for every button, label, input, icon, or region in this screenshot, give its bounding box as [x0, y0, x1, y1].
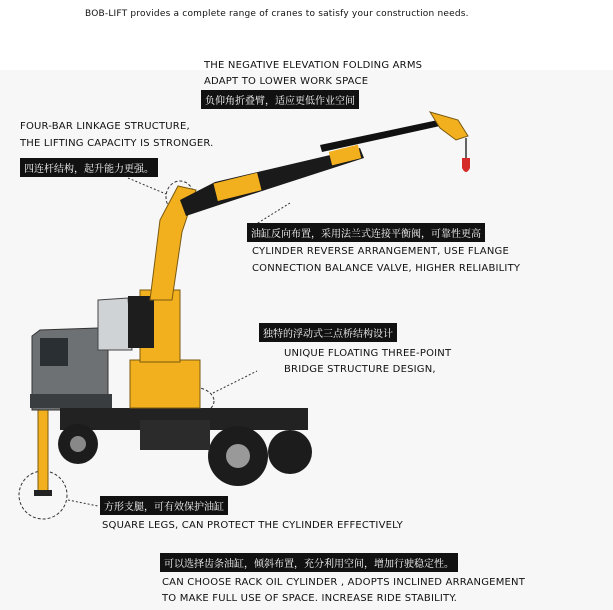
square-legs-en: SQUARE LEGS, CAN PROTECT THE CYLINDER EFFECTIVELY [102, 520, 403, 531]
four-bar-en-line1: FOUR-BAR LINKAGE STRUCTURE, [20, 121, 190, 132]
outrigger-leg [38, 400, 48, 492]
floating-bridge-cn: 独特的浮动式三点桥结构设计 [259, 323, 397, 342]
cab-window [40, 338, 68, 366]
floating-bridge-en-line1: UNIQUE FLOATING THREE-POINT [284, 348, 452, 359]
operator-cab [98, 298, 132, 350]
telescopic-boom [320, 120, 440, 152]
crane-base [130, 360, 200, 408]
folding-arms-en-line1: THE NEGATIVE ELEVATION FOLDING ARMS [204, 60, 423, 71]
tagline: BOB-LIFT provides a complete range of cranes to satisfy your construction needs. [85, 9, 469, 19]
cylinder-reverse-en-line2: CONNECTION BALANCE VALVE, HIGHER RELIABILITY [252, 263, 521, 274]
folding-arms-cn: 负仰角折叠臂，适应更低作业空间 [201, 90, 359, 109]
four-bar-en-line2: THE LIFTING CAPACITY IS STRONGER. [20, 138, 214, 149]
rack-cylinder-en-line1: CAN CHOOSE RACK OIL CYLINDER , ADOPTS INCLINED ARRANGEMENT [162, 577, 526, 588]
square-legs-cn: 方形支腿，可有效保护油缸 [100, 496, 228, 515]
rack-cylinder-en-line2: TO MAKE FULL USE OF SPACE. INCREASE RIDE STABILITY. [162, 593, 457, 604]
hook [462, 158, 470, 172]
floating-bridge-en-line2: BRIDGE STRUCTURE DESIGN, [284, 364, 436, 375]
rack-cylinder-cn: 可以选择齿条油缸，倾斜布置，充分利用空间，增加行驶稳定性。 [160, 553, 458, 572]
cylinder-reverse-en-line1: CYLINDER REVERSE ARRANGEMENT, USE FLANGE [252, 246, 509, 257]
four-bar-cn: 四连杆结构，起升能力更强。 [20, 158, 158, 177]
cylinder-reverse-cn: 油缸反向布置，采用法兰式连接平衡阀，可靠性更高 [247, 223, 485, 242]
folding-arms-en-line2: ADAPT TO LOWER WORK SPACE [204, 76, 369, 87]
